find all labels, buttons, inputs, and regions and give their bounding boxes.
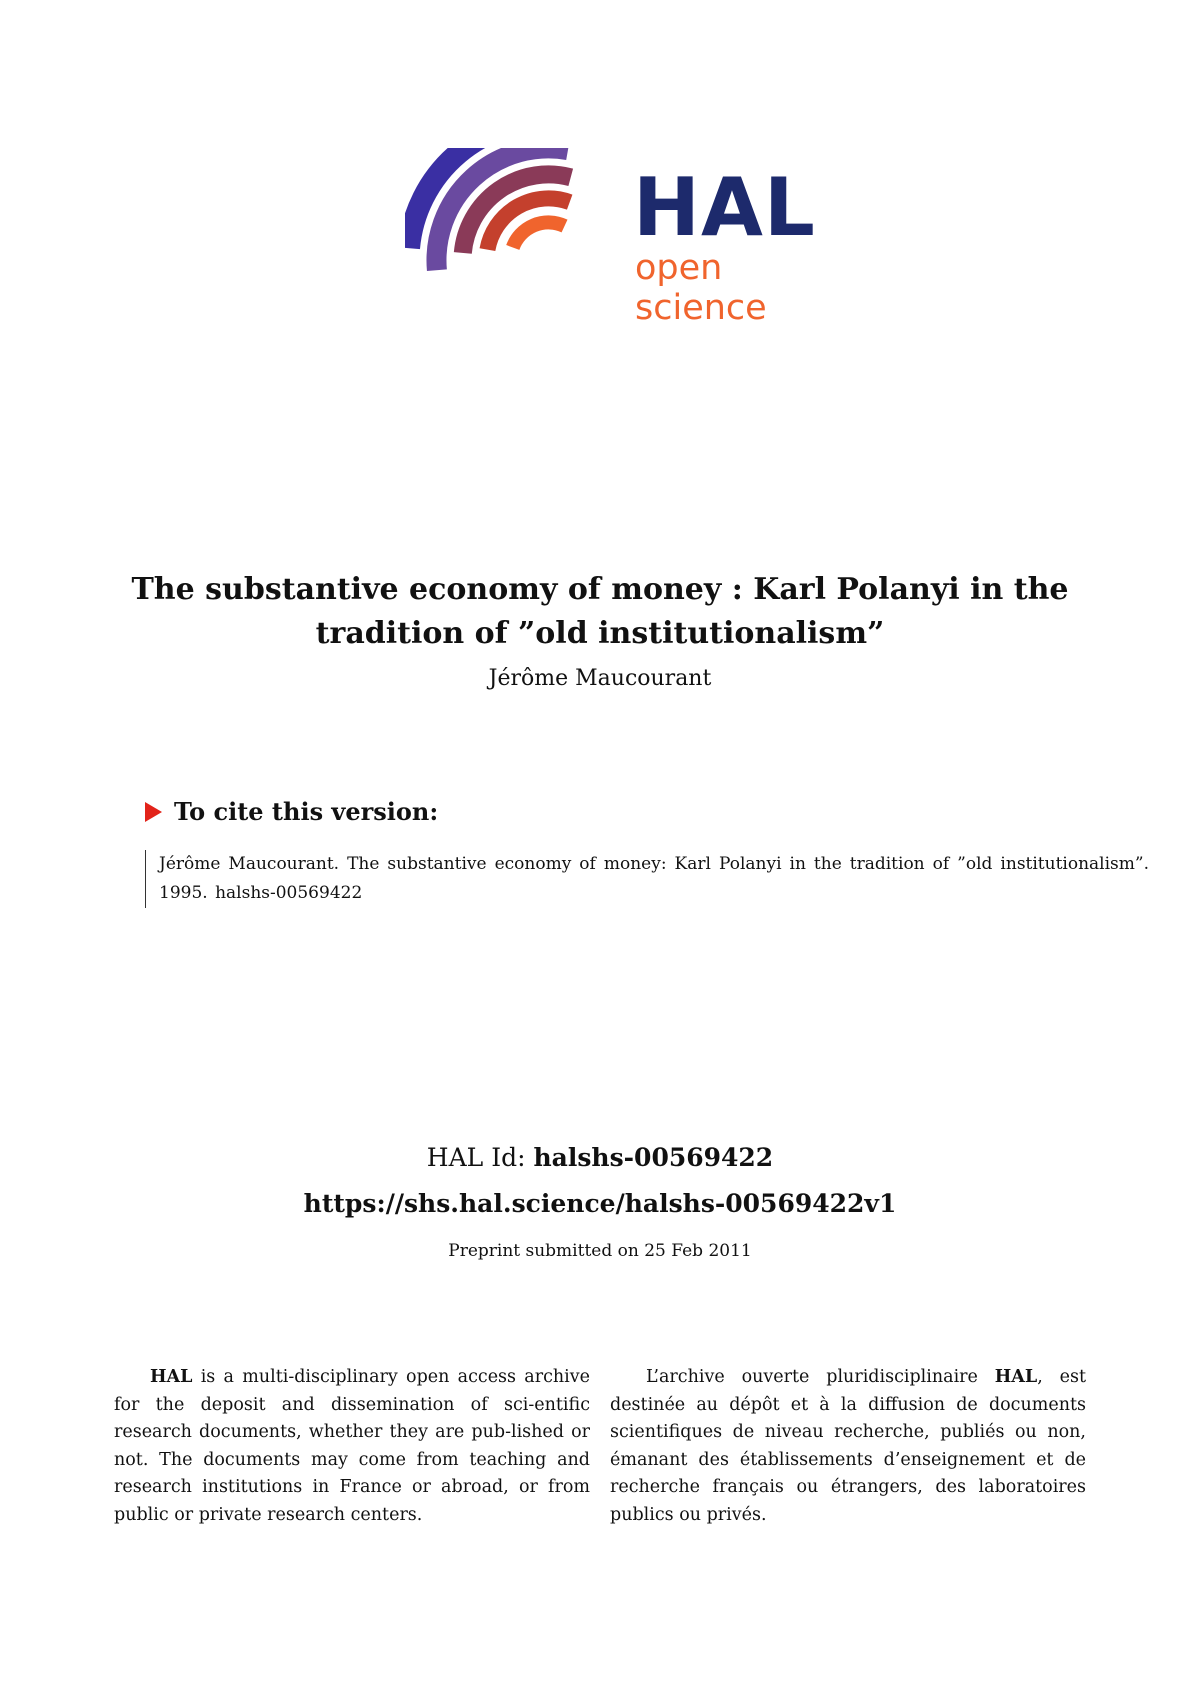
abstract-fr-text-2: , est destinée au dépôt et à la diffusion de documents scientifiques de niveau recherche, publiés ou non, émanant des établissements d’enseignement et de recherche français ou étrangers, des laboratoires publics ou privés.	[610, 1367, 1086, 1525]
abstract-en-bold: HAL	[150, 1367, 193, 1387]
paper-title: The substantive economy of money : Karl Polanyi in the tradition of ”old institutionalism”	[131, 572, 1069, 651]
hal-tagline: open science	[635, 248, 767, 328]
abstract-french	[610, 1364, 1086, 1529]
cite-heading	[145, 796, 438, 828]
arc-inner	[509, 217, 567, 247]
hal-wordmark: HAL	[633, 161, 816, 254]
submission-date: Preprint submitted on 25 Feb 2011	[448, 1241, 752, 1261]
paper-author: Jérôme Maucourant	[488, 666, 712, 691]
hal-logo	[405, 148, 865, 328]
citation-text: Jérôme Maucourant. The substantive economy of money: Karl Polanyi in the tradition of ”old institutionalism”. 1995. halshs-00569422	[145, 850, 1149, 908]
hal-id-line	[100, 1140, 1100, 1176]
hal-url-link[interactable]: https://shs.hal.science/halshs-00569422v1	[303, 1189, 897, 1218]
hal-id-label: HAL Id:	[426, 1143, 526, 1172]
abstract-fr-text-1: L’archive ouverte pluridisciplinaire	[646, 1367, 995, 1387]
abstract-english	[114, 1364, 590, 1529]
cite-heading-label: To cite this version:	[174, 797, 439, 826]
hal-id-value: halshs-00569422	[533, 1143, 774, 1172]
triangle-right-icon	[145, 802, 162, 822]
abstract-fr-bold: HAL	[994, 1367, 1038, 1387]
hal-logo-icon	[405, 148, 585, 328]
abstract-en-text: is a multi-disciplinary open access archive for the deposit and dissemination of sci-entific research documents, whether they are pub-lished or not. The documents may come from teaching and research institutions in France or abroad, or from public or private research centers.	[114, 1367, 590, 1525]
